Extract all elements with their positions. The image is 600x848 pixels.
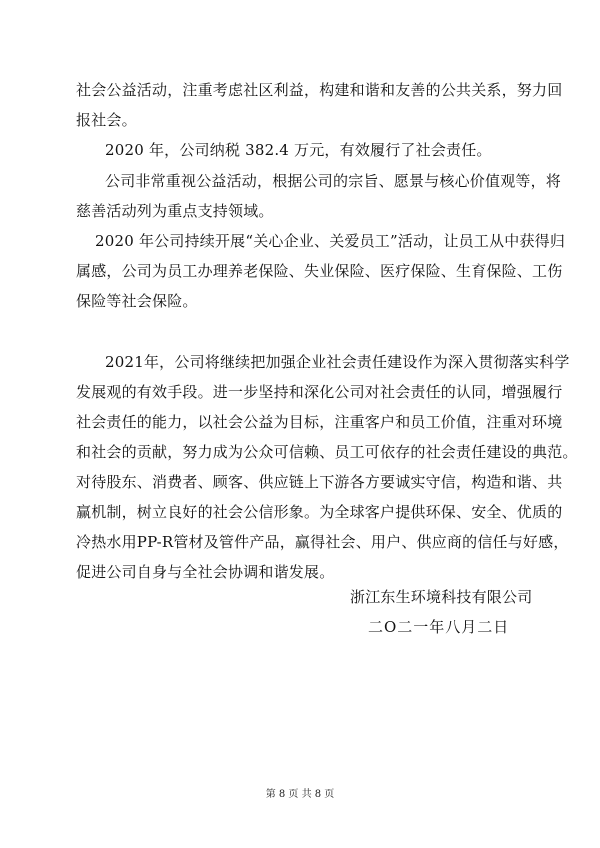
signature-company: 浙江东生环境科技有限公司 xyxy=(350,588,533,606)
paragraph-4-line-1: 2020 年公司持续开展“关心企业、关爱员工”活动，让员工从中获得归 xyxy=(95,232,566,250)
paragraph-5-line-5: 对待股东、消费者、顾客、供应链上下游各方要诚实守信，构造和谐、共 xyxy=(76,473,563,491)
paragraph-3-line-2: 慈善活动列为重点支持领域。 xyxy=(76,202,274,220)
paragraph-5-line-2: 发展观的有效手段。进一步坚持和深化公司对社会责任的认同，增强履行 xyxy=(76,383,563,401)
paragraph-5-line-1: 2021年，公司将继续把加强企业社会责任建设作为深入贯彻落实科学 xyxy=(105,353,570,371)
paragraph-4-line-3: 保险等社会保险。 xyxy=(76,292,198,310)
paragraph-1-line-1: 社会公益活动，注重考虑社区利益，构建和谐和友善的公共关系，努力回 xyxy=(76,81,563,99)
signature-date: 二O二一年八月二日 xyxy=(368,618,510,636)
paragraph-2-line-1: 2020 年，公司纳税 382.4 万元，有效履行了社会责任。 xyxy=(105,141,492,159)
paragraph-4-line-2: 属感，公司为员工办理养老保险、失业保险、医疗保险、生育保险、工伤 xyxy=(76,262,563,280)
paragraph-5-line-4: 和社会的贡献，努力成为公众可信赖、员工可依存的社会责任建设的典范。 xyxy=(76,443,578,461)
paragraph-5-line-7: 冷热水用PP-R管材及管件产品，赢得社会、用户、供应商的信任与好感， xyxy=(76,533,569,551)
page-number: 第 8 页 共 8 页 xyxy=(265,789,335,800)
paragraph-5-line-6: 赢机制，树立良好的社会公信形象。为全球客户提供环保、安全、优质的 xyxy=(76,503,563,521)
paragraph-3-line-1: 公司非常重视公益活动，根据公司的宗旨、愿景与核心价值观等，将 xyxy=(105,172,562,190)
paragraph-5-line-3: 社会责任的能力，以社会公益为目标，注重客户和员工价值，注重对环境 xyxy=(76,413,563,431)
paragraph-1-line-2: 报社会。 xyxy=(76,111,137,129)
paragraph-5-line-8: 促进公司自身与全社会协调和谐发展。 xyxy=(76,563,335,581)
